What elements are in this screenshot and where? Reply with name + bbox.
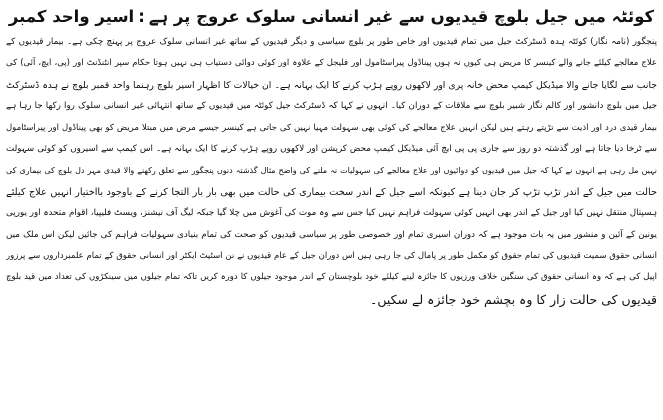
article-line: قیدیوں کی حالت زار کا وہ بچشم خود جائزہ لے سکیں۔ [370, 291, 657, 307]
article-line: نہیں مل رہی ہے انہوں نے کہا کہ جیل میں قیدیوں کو دوائیوں اور علاج معالجے کی سہولیات نہ ملنے کی واضح مثال گذشتہ دنوں پنجگور سے تعلق رکھنے والا قیدی مہر دل بلوچ کی بیماری کی [6, 166, 657, 176]
article-line: بیمار قیدی درد اور اذیت سے تڑپتے رہتے ہیں لیکن انہیں علاج معالجے کی کوئی بھی سہولت مہیا نہیں کی جاتی ہے کینسر جیسے مرض میں مبتلا مریض کو بھی پیناڈول اور پیراسٹامول [6, 122, 657, 133]
article-line: جیل میں بلوچ دانشور اور کالم نگار شبیر بلوچ سے ملاقات کے دوران کیا۔ انہوں نے کہا کہ ڈسٹرکٹ جیل کوئٹہ میں قیدیوں کے ساتھ انتہائی غیر انسانی سلوک روا رکھا جا رہا ہے [6, 101, 657, 112]
news-article [6, 4, 657, 416]
article-body [6, 32, 657, 310]
article-line: پنجگور (نامہ نگار) کوئٹہ ہدہ ڈسٹرکٹ جیل میں تمام قیدیوں اور خاص طور پر بلوچ سیاسی و دیگر قیدیوں کے ساتھ غیر انسانی سلوک عروج پر پہنچ چکی ہے۔ بیمار قیدیوں کے [6, 37, 657, 47]
article-line: حالت میں جیل کے اندر تڑپ تڑپ کر جان دینا ہے کیونکہ اسے جیل کے اندر سخت بیماری کی حالت میں بھی بار بار التجا کرنے کے باوجود بااختیار انہیں علاج کیلئے [6, 186, 657, 198]
article-line: اپیل کی ہے کہ وہ انسانی حقوق کی سنگین خلاف ورزیوں کا جائزہ لینے کیلئے خود بلوچستان کے اندر موجود جیلوں کا دورہ کریں تاکہ تمام جیلوں میں سینکڑوں کی تعداد میں قید بلوچ [6, 272, 657, 283]
article-line: انسانی حقوق سمیت قیدیوں کی تمام حقوق کو مکمل طور پر پامال کی جا رہی ہیں اس دوران جیل کے عام قیدیوں نے نن اسٹیٹ ایکٹر اور انسانی حقوق کے تمام علمبرداروں سے پرزور [6, 250, 657, 261]
article-line: سے ٹرخا دیا جاتا ہے اور گذشتہ دو روز سے جاری پی پی ایچ آئی میڈیکل کیمپ محض کرپشن اور لاکھوں روپے ہڑپ کرنے کا ایک بہانہ ہے۔ اس کیمپ سے اسیروں کو کوئی سہولت [6, 143, 657, 154]
headline-byline: اسیر واحد کمبر [8, 7, 135, 26]
headline [6, 4, 657, 30]
article-line: جانب سے لگایا جانے والا میڈیکل کیمپ محض خانہ پری اور لاکھوں روپے ہڑپ کرنے کا ایک بہانہ ہے۔ ان خیالات کا اظہار اسیر بلوچ رہنما واحد قمبر بلوچ نے ہدہ ڈسٹرکٹ [6, 79, 657, 91]
article-line: ہسپتال منتقل نہیں کیا اور جیل کے اندر بھی انہیں کوئی سہولت فراہم نہیں کیا جس سے وہ موت کی آغوش میں چلا گیا جبکہ لیگ آف نیشنز، ویسٹ فلیپیا، اقوام متحدہ اور یورپی [6, 208, 657, 219]
headline-main: کوئٹہ میں جیل بلوچ قیدیوں سے غیر انسانی سلوک عروج پر ہے [148, 7, 655, 26]
article-line: یونین کے آئین و منشور میں یہ بات موجود ہے کہ دوران اسیری تمام اور خصوصی طور پر سیاسی قیدیوں کو صحت کی تمام بنیادی سہولیات فراہم کی جائیں لیکن اس ملک میں [6, 229, 657, 240]
article-line: علاج معالجے کیلئے جانے والے کینسر کا مریض ہی کیوں نہ ہوں پیناڈول پیراسٹامول اور فلیجل کے علاوہ اور کوئی دوائی دستیاب ہی نہیں ہوتا حکام سپر انٹنڈنٹ اور (پی، ایچ، آئی) کی [6, 58, 657, 69]
headline-separator: : [138, 7, 145, 26]
